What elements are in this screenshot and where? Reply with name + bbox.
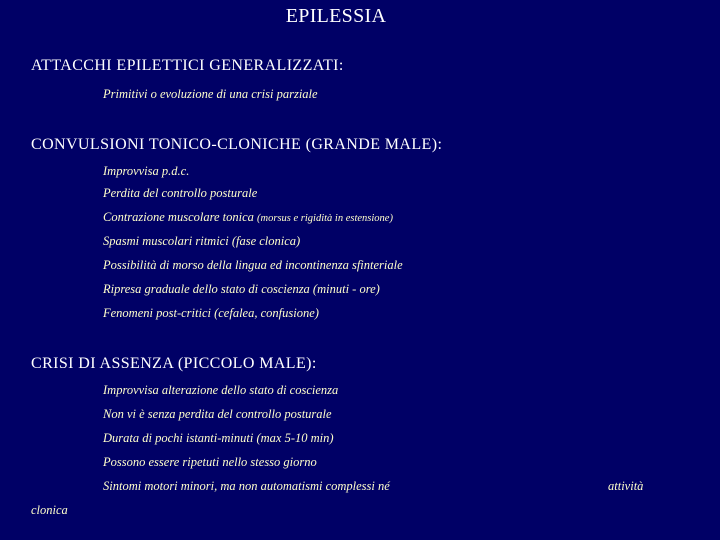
section-heading-absence: CRISI DI ASSENZA (PICCOLO MALE):: [31, 355, 317, 372]
section-heading-generalized: ATTACCHI EPILETTICI GENERALIZZATI:: [31, 57, 344, 74]
list-item: Ripresa graduale dello stato di coscienza (minuti - ore): [103, 282, 380, 296]
list-item: Spasmi muscolari ritmici (fase clonica): [103, 234, 301, 248]
list-item: Improvvisa alterazione dello stato di coscienza: [103, 383, 339, 397]
list-item-wrap: clonica: [31, 503, 68, 517]
list-item: Possibilità di morso della lingua ed incontinenza sfinteriale: [103, 258, 403, 272]
list-item: [103, 210, 393, 225]
list-item: Sintomi motori minori, ma non automatismi complessi né: [103, 479, 390, 493]
list-item-tail: attività: [608, 479, 644, 493]
list-item: Non vi è senza perdita del controllo posturale: [103, 407, 332, 421]
section-heading-tonic-clonic: CONVULSIONI TONICO-CLONICHE (GRANDE MALE):: [31, 136, 443, 153]
list-item: Improvvisa p.d.c.: [103, 164, 190, 178]
list-item: Perdita del controllo posturale: [103, 186, 258, 200]
list-item-text: Contrazione muscolare tonica: [103, 210, 254, 224]
list-item: Primitivi o evoluzione di una crisi parziale: [103, 87, 318, 101]
list-item: Durata di pochi istanti-minuti (max 5-10 min): [103, 431, 334, 445]
list-item-note: (morsus e rigidità in estensione): [257, 213, 393, 224]
slide-title: EPILESSIA: [285, 5, 387, 27]
list-item: Fenomeni post-critici (cefalea, confusione): [103, 306, 319, 320]
list-item: Possono essere ripetuti nello stesso giorno: [103, 455, 317, 469]
